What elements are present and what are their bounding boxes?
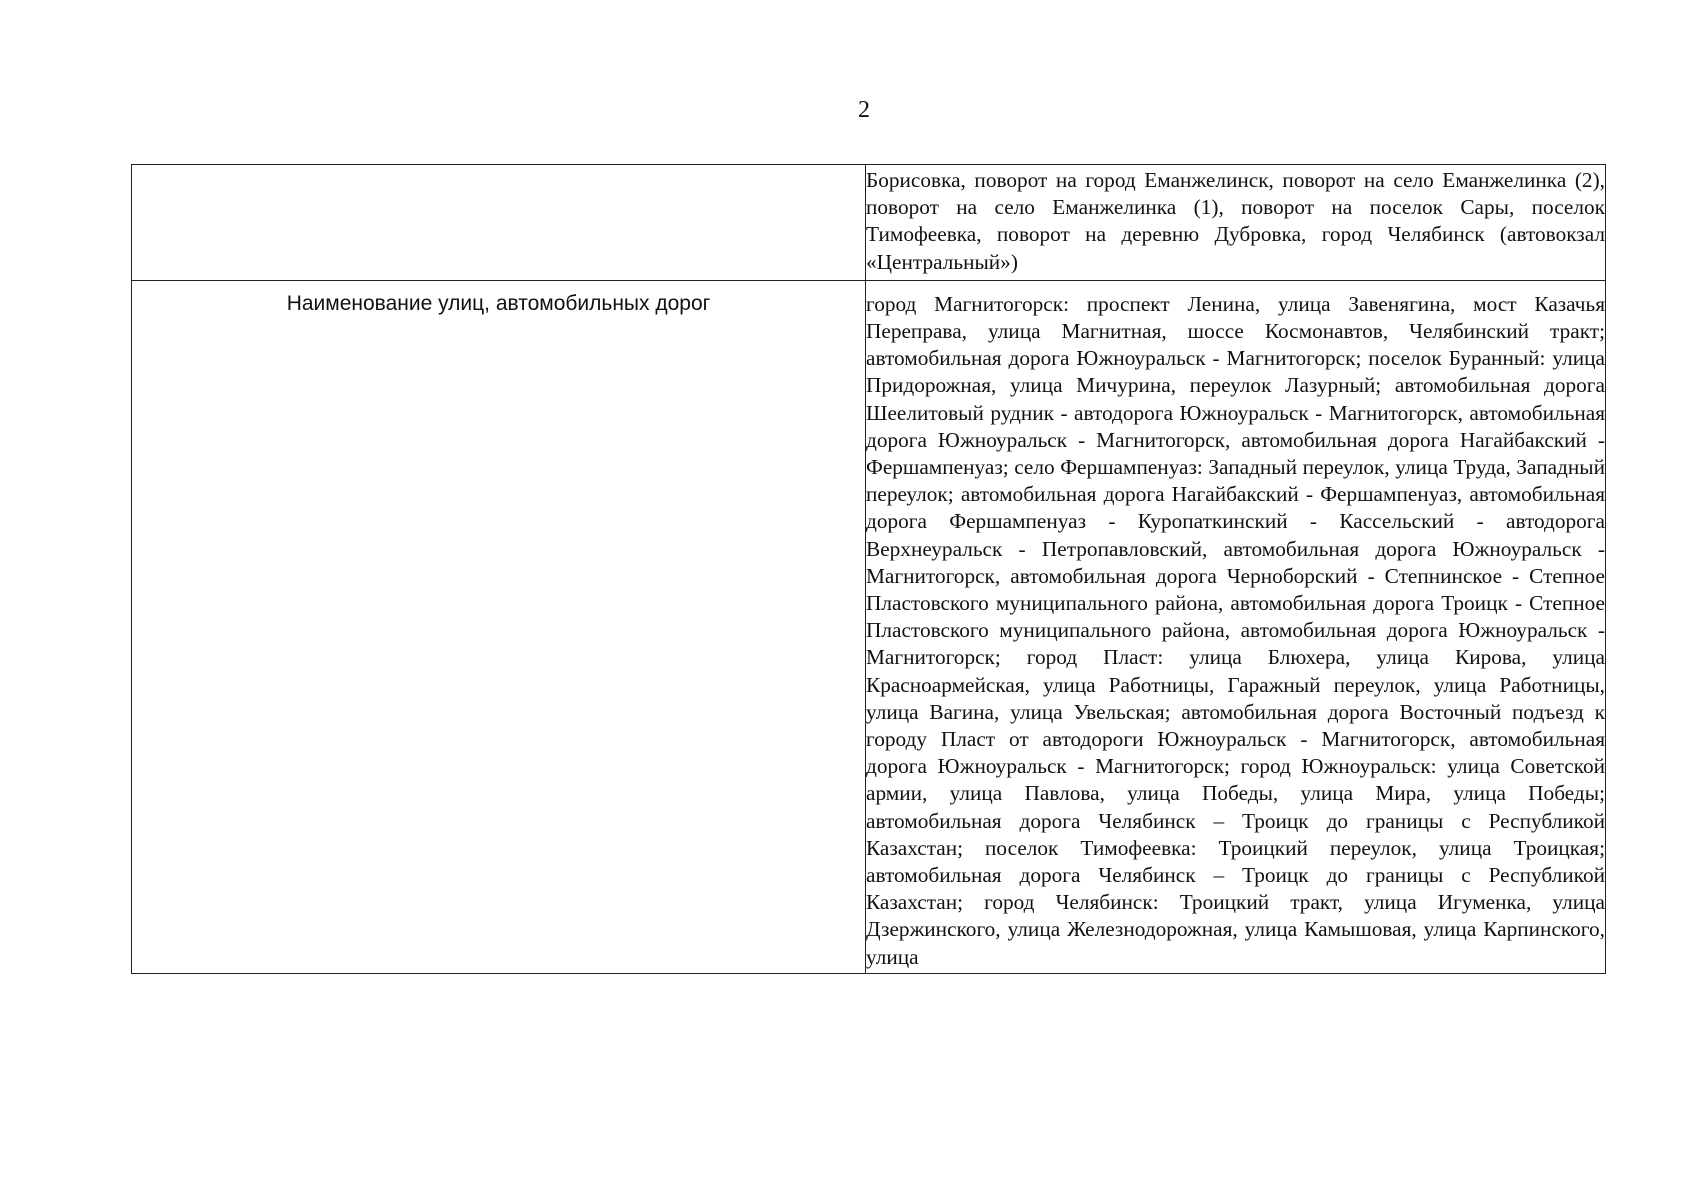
- row-label: Наименование улиц, автомобильных дорог: [286, 291, 711, 315]
- row-label-cell: [132, 280, 866, 973]
- page-number: 2: [858, 97, 870, 123]
- row-content: Борисовка, поворот на город Еманжелинск, поворот на село Еманжелинка (2), поворот на село Еманжелинка (1), поворот на поселок Сары, поселок Тимофеевка, поворот на деревню Дубровка, город Челябинск (автовокзал «Центральный»): [866, 168, 1605, 274]
- table-row: [132, 165, 1606, 281]
- route-table: [131, 164, 1606, 974]
- row-label-cell: [132, 165, 866, 281]
- row-content-cell: [866, 165, 1606, 281]
- row-content: город Магнитогорск: проспект Ленина, улица Завенягина, мост Казачья Переправа, улица Магнитная, шоссе Космонавтов, Челябинский тракт; автомобильная дорога Южноуральск - Магнитогорск; поселок Буранный: улица Придорожная, улица Мичурина, переулок Лазурный; автомобильная дорога Шеелитовый рудник - автодорога Южноуральск - Магнитогорск, автомобильная дорога Южноуральск - Магнитогорск, автомобильная дорога Нагайбакский - Фершампенуаз; село Фершампенуаз: Западный переулок, улица Труда, Западный переулок; автомобильная дорога Нагайбакский - Фершампенуаз, автомобильная дорога Фершампенуаз - Куропаткинский - Кассельский - автодорога Верхнеуральск - Петропавловский, автомобильная дорога Южноуральск - Магнитогорск, автомобильная дорога Черноборский - Степнинское - Степное Пластовского муниципального района, автомобильная дорога Троицк - Степное Пластовского муниципального района, автомобильная дорога Южноуральск - Магнитогорск; город Пласт: улица Блюхера, улица Кирова, улица Красноармейская, улица Работницы, Гаражный переулок, улица Работницы, улица Вагина, улица Увельская; автомобильная дорога Восточный подъезд к городу Пласт от автодороги Южноуральск - Магнитогорск, автомобильная дорога Южноуральск - Магнитогорск; город Южноуральск: улица Советской армии, улица Павлова, улица Победы, улица Мира, улица Победы; автомобильная дорога Челябинск – Троицк до границы с Республикой Казахстан; поселок Тимофеевка: Троицкий переулок, улица Троицкая; автомобильная дорога Челябинск – Троицк до границы с Республикой Казахстан; город Челябинск: Троицкий тракт, улица Игуменка, улица Дзержинского, улица Железнодорожная, улица Камышовая, улица Карпинского, улица: [866, 291, 1605, 969]
- row-content-cell: [866, 280, 1606, 973]
- table-row: [132, 280, 1606, 973]
